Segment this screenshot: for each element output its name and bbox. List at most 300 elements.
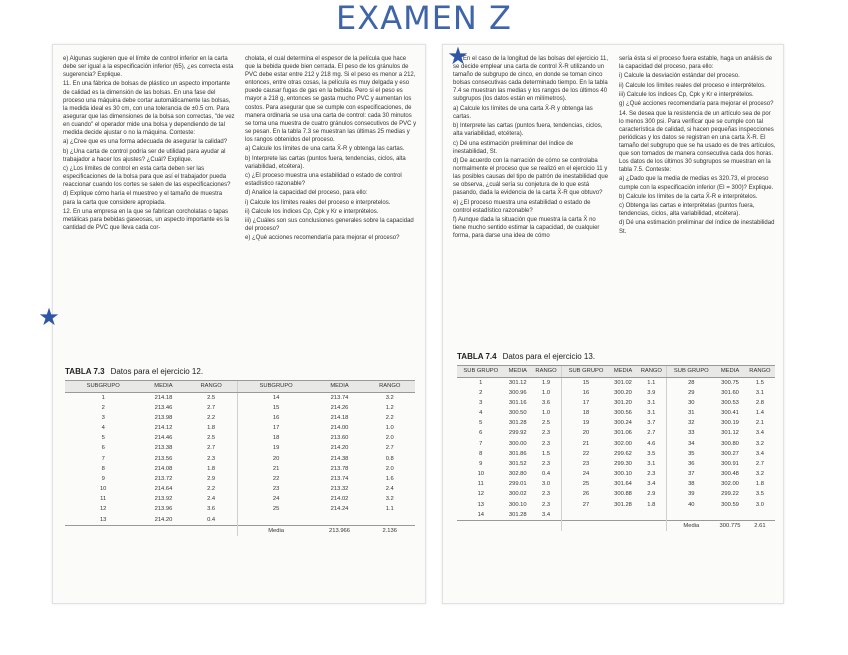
table-cell: 300.88	[614, 491, 632, 498]
star-icon: ★	[447, 43, 469, 70]
table-cell: 2.5	[541, 420, 551, 427]
table-cell: 213.74	[330, 394, 349, 401]
table-cell: 34	[667, 438, 715, 448]
table-cell: 302.00	[721, 481, 739, 488]
table-row	[457, 449, 775, 459]
table-cell: 213.96	[154, 506, 173, 513]
table-cell: 300.53	[721, 399, 739, 406]
table-cell: 5	[479, 420, 483, 427]
paragraph: c) Obtenga las cartas e interprételas (puntos fuera, tendencias, ciclos, alta variabilidad, etcétera).	[619, 203, 755, 218]
table-cell: 301.28	[508, 420, 527, 427]
table-cell: 1.1	[385, 506, 394, 513]
table-cell: 24	[562, 469, 610, 479]
left-page-column-1	[63, 55, 235, 233]
paragraph: b) ¿Una carta de control podría ser de utilidad para ayudar al trabajador a hacer los ajustes? ¿Cuál? Explique.	[63, 148, 226, 163]
table-cell: 1.8	[207, 465, 216, 472]
table-cell: 8	[101, 465, 105, 472]
table-cell: 301.86	[508, 450, 527, 457]
table-cell: 20	[562, 428, 610, 438]
table-cell: 24	[237, 494, 314, 504]
table-cell: 1.6	[385, 475, 394, 482]
paragraph: ii) Calcule los índices Cp, Cpk y Kr e interprételos.	[245, 208, 379, 215]
table-cell: 3.1	[755, 389, 764, 396]
table-cell: 2.7	[207, 404, 216, 411]
right-page-column-2	[619, 55, 777, 237]
table-caption-text: Datos para el ejercicio 12.	[110, 367, 204, 376]
table-row	[65, 494, 415, 504]
table-cell: 2.9	[207, 475, 216, 482]
paragraph: iii) Calcule los índices Cp, Cpk y Kr e interprételos.	[619, 91, 754, 98]
table-cell: 300.19	[721, 420, 739, 427]
table-header-cell: MEDIA	[715, 366, 745, 378]
table-cell: 2.7	[385, 445, 394, 452]
table-row	[457, 428, 775, 438]
table-header-cell: RANGO	[636, 366, 667, 378]
table-row	[65, 515, 415, 526]
table-row	[65, 403, 415, 413]
table-cell: 3.6	[207, 506, 216, 513]
table-row	[65, 453, 415, 463]
table-cell: 301.20	[614, 399, 632, 406]
table-cell: 1.5	[541, 450, 551, 457]
table-cell: 300.75	[721, 379, 739, 386]
table-cell: 21	[237, 464, 314, 474]
paragraph: ii) Calcule los límites reales del proceso e interprételos.	[619, 82, 766, 89]
table-cell: 213.966	[315, 525, 365, 536]
paragraph: sería ésta si el proceso fuera estable, haga un análisis de la capacidad del proceso, para ello:	[619, 56, 773, 71]
table-cell: 301.64	[614, 481, 632, 488]
table-cell: 1.0	[385, 424, 394, 431]
table-cell	[610, 510, 636, 521]
table-row	[457, 489, 775, 499]
right-page-column-1	[453, 55, 609, 241]
table-cell: 214.18	[330, 414, 349, 421]
table-cell: 1.2	[385, 404, 394, 411]
table-cell: 36	[667, 459, 715, 469]
table-cell: 2	[479, 389, 483, 396]
table-cell	[636, 520, 667, 531]
table-cell: 213.38	[154, 445, 173, 452]
table-cell: 214.38	[330, 455, 349, 462]
table-cell: 301.60	[721, 389, 739, 396]
table-header-cell: SUB GRUPO	[667, 366, 715, 378]
table-row	[457, 510, 775, 521]
table-cell: 2	[101, 404, 105, 411]
table-row	[65, 392, 415, 403]
table-cell: 3.2	[385, 496, 394, 503]
table-cell: 301.16	[508, 399, 527, 406]
paragraph: a) ¿Dado que la media de medias es 320.73, el proceso cumple con la especificación inferior (EI = 300)? Explique.	[619, 176, 774, 191]
table-cell: 22	[237, 474, 314, 484]
table-cell: 3.5	[647, 450, 656, 457]
table-cell: 300.50	[508, 409, 527, 416]
table-7-4-caption	[457, 352, 595, 361]
page-title: EXAMEN Z	[336, 0, 512, 37]
table-cell	[65, 525, 141, 536]
paragraph: b) Calcule los límites de la carta X̄-R e interprételos.	[619, 193, 758, 200]
table-cell: 5	[101, 435, 105, 442]
table-cell: 29	[667, 388, 715, 398]
table-cell: 3.6	[541, 399, 551, 406]
table-cell: 301.06	[614, 430, 632, 437]
table-cell	[186, 525, 238, 536]
table-cell: 1.8	[647, 501, 656, 508]
table-row	[65, 433, 415, 443]
table-cell	[457, 520, 505, 531]
paragraph: c) Dé una estimación preliminar del índice de inestabilidad, St.	[453, 140, 574, 155]
table-cell: 213.74	[330, 475, 349, 482]
table-cell	[636, 510, 667, 521]
table-row	[65, 443, 415, 453]
table-cell: 213.56	[154, 455, 173, 462]
left-page	[52, 44, 426, 604]
table-cell: 2.2	[207, 486, 216, 493]
table-cell: 300.27	[721, 450, 739, 457]
table-cell: 214.08	[154, 465, 173, 472]
table-cell	[364, 515, 415, 526]
table-cell: 3	[101, 414, 105, 421]
table-cell: 1.1	[647, 379, 656, 386]
table-cell: 40	[667, 500, 715, 510]
table-cell	[667, 510, 715, 521]
table-cell: 19	[237, 443, 314, 453]
table-cell: 1.0	[541, 389, 551, 396]
table-header-cell: RANGO	[186, 381, 238, 393]
table-header-cell: SUB GRUPO	[457, 366, 505, 378]
paragraph: c) ¿El proceso muestra una estabilidad o estado de control estadístico razonable?	[245, 172, 402, 187]
table-cell: 3.2	[755, 440, 764, 447]
table-cell: 4	[479, 409, 483, 416]
table-cell: Media	[237, 525, 314, 536]
paragraph: d) Dé una estimación preliminar del índice de inestabilidad St.	[619, 220, 775, 235]
paragraph: i) Calcule los límites reales del proceso e interpretelos.	[245, 199, 391, 206]
table-cell: 2.5	[207, 394, 216, 401]
table-cell: 300.24	[614, 420, 632, 427]
table-cell	[505, 520, 531, 531]
table-cell: 23	[562, 459, 610, 469]
table-row	[65, 423, 415, 433]
table-cell: 300.80	[721, 440, 739, 447]
table-cell: 15	[562, 377, 610, 388]
table-cell: 300.10	[614, 471, 632, 478]
table-cell	[562, 510, 610, 521]
table-cell: 1.0	[541, 409, 551, 416]
table-cell: 2.0	[385, 465, 394, 472]
table-cell: 11	[477, 481, 484, 488]
table-cell: 2.5	[207, 435, 216, 442]
table-cell: 9	[479, 460, 483, 467]
table-cell: 32	[667, 418, 715, 428]
table-cell: 300.775	[715, 520, 745, 531]
table-cell: 2.2	[207, 414, 216, 421]
table-cell: 2.8	[755, 399, 764, 406]
table-cell: 300.41	[721, 409, 739, 416]
table-cell: 0.4	[541, 471, 551, 478]
table-row	[457, 398, 775, 408]
table-cell: 2.4	[385, 486, 394, 493]
table-caption-text: Datos para el ejercicio 13.	[502, 352, 596, 361]
paragraph: cholata, el cual determina el espesor de la película que hace que la bebida quede bien cerrada. El peso de los gránulos de PVC debe estar entre 212 y 218 mg. Si el peso es menor a 212, entonces, entre otras cosas, la película es muy delgada y eso puede causar fugas de gas en la bebida. Pero si el peso es mayor a 218 g, entonces se gasta mucho PVC y aumentan los costos. Para asegurar que se cumple con especificaciones, de manera ordinaria se usa una carta de control: cada 30 minutos se toma una muestra de cuatro gránulos consecutivos de PVC y se pesan. En la tabla 7.3 se muestran las últimas 25 medias y los rangos obtenidos del proceso.	[245, 56, 417, 143]
table-cell: 37	[667, 469, 715, 479]
table-cell: 28	[667, 377, 715, 388]
table-cell	[715, 510, 745, 521]
table-cell: 302.00	[614, 440, 632, 447]
table-cell: 3.4	[755, 430, 764, 437]
table-cell: 2.1	[755, 420, 764, 427]
table-cell: 299.01	[508, 481, 527, 488]
table-header-cell: RANGO	[745, 366, 775, 378]
table-7-4	[457, 365, 775, 531]
table-cell: 3.9	[647, 389, 656, 396]
table-cell: 10	[99, 486, 107, 493]
table-cell: 2.7	[647, 430, 656, 437]
table-cell: 14	[237, 392, 314, 403]
paragraph: a) Calcule los límites de una carta X̄-R y obtenga las cartas.	[245, 146, 405, 153]
table-cell: 8	[479, 450, 483, 457]
table-cell: 300.59	[721, 501, 739, 508]
table-cell: 301.12	[508, 379, 527, 386]
table-cell: 15	[237, 403, 314, 413]
table-cell	[315, 515, 365, 526]
table-row	[457, 479, 775, 489]
table-cell: 1.9	[541, 379, 551, 386]
table-cell: 300.20	[614, 389, 632, 396]
table-cell: 3	[479, 399, 483, 406]
table-cell: 13	[477, 501, 485, 508]
table-cell: 300.10	[508, 501, 527, 508]
table-header-cell: MEDIA	[610, 366, 636, 378]
table-cell: 2.3	[541, 460, 551, 467]
table-footer-row	[457, 520, 775, 531]
paragraph: e) Algunas sugieren que el límite de control inferior en la carta debe ser igual a la especificación inferior (65), ¿es correcta esta sugerencia? Explique.	[63, 56, 234, 79]
table-cell: 213.46	[154, 404, 173, 411]
table-cell: 300.48	[721, 471, 739, 478]
table-label: TABLA 7.3	[65, 367, 105, 376]
paragraph: b) Interprete las cartas (puntos fuera, tendencias, ciclos, alta variabilidad, etcétera).	[453, 123, 603, 138]
table-7-3	[65, 380, 415, 536]
table-cell: 7	[101, 455, 105, 462]
table-cell: 2.9	[647, 491, 656, 498]
table-cell	[745, 510, 775, 521]
table-cell: 14	[477, 511, 485, 518]
table-cell: 3.5	[755, 491, 764, 498]
table-cell: 302.80	[508, 471, 527, 478]
table-cell: 11	[100, 496, 107, 503]
table-cell: 26	[562, 489, 610, 499]
table-cell	[531, 520, 562, 531]
paragraph: c) ¿Los límites de control en esta carta deben ser las especificaciones de la bolsa para que así el trabajador pueda reaccionar cuando los cortes se salen de las especificaciones?	[63, 165, 231, 189]
paragraph: d) Analice la capacidad del proceso, para ello:	[245, 190, 368, 197]
table-cell: 301.28	[614, 501, 632, 508]
table-cell: 35	[667, 449, 715, 459]
table-cell: 214.24	[330, 506, 349, 513]
table-cell: 299.62	[614, 450, 632, 457]
table-cell: 3.0	[541, 481, 551, 488]
table-cell: 25	[562, 479, 610, 489]
table-cell: 21	[562, 438, 610, 448]
table-cell: 3.2	[385, 394, 394, 401]
table-cell: 214.20	[154, 516, 173, 523]
table-cell: 7	[479, 440, 483, 447]
table-cell: 214.12	[154, 424, 173, 431]
table-cell	[610, 520, 636, 531]
table-cell: 214.20	[330, 445, 349, 452]
table-cell: 38	[667, 479, 715, 489]
table-cell: 19	[562, 418, 610, 428]
table-cell: 1.8	[207, 424, 216, 431]
table-row	[457, 418, 775, 428]
table-cell: 18	[562, 408, 610, 418]
table-cell: 3.0	[755, 501, 764, 508]
table-cell: 2.61	[745, 520, 775, 531]
table-header-cell: SUBGRUPO	[237, 381, 314, 393]
table-cell: 12	[99, 506, 107, 513]
table-cell: 2.3	[541, 430, 551, 437]
table-cell: 31	[667, 408, 715, 418]
table-cell: 301.52	[508, 460, 527, 467]
table-row	[457, 377, 775, 388]
paragraph: d) De acuerdo con la narración de cómo se controlaba normalmente el proceso que se realizó en el ejercicio 11 y las posibles causas del tipo de patrón de inestabilidad que se observa, ¿cuál sería su conjetura de lo que está pasando, dada la evidencia de la carta X̄-R que obtuvo?	[453, 157, 609, 197]
table-cell: 2.3	[541, 491, 551, 498]
table-cell: 214.02	[330, 496, 349, 503]
table-cell: 3.2	[755, 471, 764, 478]
table-cell: 0.4	[207, 516, 216, 523]
table-cell	[237, 515, 314, 526]
table-cell: 213.72	[154, 475, 173, 482]
table-row	[457, 388, 775, 398]
table-cell: 10	[477, 471, 485, 478]
table-cell: 299.92	[508, 430, 527, 437]
paragraph: b) Interprete las cartas (puntos fuera, tendencias, ciclos, alta variabilidad, etcétera).	[245, 155, 406, 170]
table-cell: 300.00	[508, 440, 527, 447]
paragraph: a) ¿Cree que es una forma adecuada de asegurar la calidad?	[63, 139, 228, 146]
table-row	[457, 438, 775, 448]
table-cell: 3.4	[647, 481, 656, 488]
table-cell: 4.6	[647, 440, 656, 447]
table-cell: 300.02	[508, 491, 527, 498]
table-cell: 0.8	[385, 455, 394, 462]
table-header-cell: RANGO	[531, 366, 562, 378]
table-cell: 2.3	[207, 455, 216, 462]
table-cell: 2.3	[541, 501, 551, 508]
table-cell: 213.92	[154, 496, 173, 503]
table-cell: 214.46	[154, 435, 173, 442]
table-cell: 3.1	[647, 409, 656, 416]
paragraph: 14. Se desea que la resistencia de un artículo sea de por lo menos 300 psi. Para verificar que se cumple con tal característica de calidad, si hacen pequeñas inspecciones periódicas y los datos se registran en una carta X̄-R. El tamaño del subgrupo que se ha usado es de tres artículos, que son tomados de manera consecutiva cada dos horas. Los datos de los últimos 30 subgrupos se muestran en la tabla 7.5. Conteste:	[619, 110, 776, 174]
table-cell: 2.7	[755, 460, 764, 467]
paragraph: a) Calcule los límites de una carta X̄-R y obtenga las cartas.	[453, 105, 593, 120]
table-cell: 213.32	[330, 486, 349, 493]
table-cell: 17	[237, 423, 314, 433]
table-cell: 33	[667, 428, 715, 438]
table-cell: 299.30	[614, 460, 632, 467]
table-header-cell: MEDIA	[315, 381, 365, 393]
table-cell: 18	[237, 433, 314, 443]
table-cell: 39	[667, 489, 715, 499]
table-row	[65, 464, 415, 474]
table-cell: 30	[667, 398, 715, 408]
star-icon: ★	[38, 304, 60, 331]
table-cell: 301.12	[721, 430, 739, 437]
table-cell: 213.98	[154, 414, 173, 421]
paragraph: 13. En el caso de la longitud de las bolsas del ejercicio 11, se decide emplear una carta de control X̄-R utilizando un tamaño de subgrupo de cinco, en donde se toman cinco bolsas consecutivas cada determinado tiempo. En la tabla 7.4 se muestran las medias y los rangos de los últimos 40 subgrupos (los datos están en milímetros).	[453, 56, 608, 103]
table-cell: 299.22	[721, 491, 739, 498]
left-page-column-2	[245, 55, 417, 244]
table-cell: 6	[101, 445, 105, 452]
table-cell: 300.56	[614, 409, 632, 416]
table-cell: 214.64	[154, 486, 173, 493]
table-row	[65, 474, 415, 484]
table-header-cell: MEDIA	[505, 366, 531, 378]
table-cell: 214.18	[154, 394, 173, 401]
table-cell: 6	[479, 430, 483, 437]
table-row	[457, 500, 775, 510]
paragraph: 11. En una fábrica de bolsas de plástico un aspecto importante de calidad es la dimensión de las bolsas. En una fase del proceso una máquina debe cortar automáticamente las bolsas, la medida ideal es 30 cm, con una tolerancia de ±0.5 cm. Para asegurar que las dimensiones de la bolsa son correctas, "de vez en cuando" el operador mide una bolsa y dependiendo de tal medida decide ajustar o no la máquina. Conteste:	[63, 81, 235, 137]
table-label: TABLA 7.4	[457, 352, 497, 361]
table-cell: 4	[101, 424, 105, 431]
table-cell: 27	[562, 500, 610, 510]
table-cell: 13	[99, 516, 107, 523]
paragraph: i) Calcule la desviación estándar del proceso.	[619, 73, 740, 80]
table-cell: 3.4	[755, 450, 764, 457]
table-cell: 1	[101, 394, 105, 401]
table-cell: 23	[237, 484, 314, 494]
paragraph: e) ¿Qué acciones recomendaría para mejorar el proceso?	[245, 235, 400, 242]
table-cell: 2.4	[207, 496, 216, 503]
table-row	[65, 504, 415, 514]
table-header-cell: SUB GRUPO	[562, 366, 610, 378]
table-cell: 3.4	[541, 511, 551, 518]
table-row	[65, 413, 415, 423]
table-cell: 3.7	[647, 420, 656, 427]
table-cell: 214.00	[330, 424, 349, 431]
table-cell	[141, 525, 185, 536]
table-row	[65, 484, 415, 494]
table-row	[457, 469, 775, 479]
table-cell: 214.26	[330, 404, 349, 411]
table-cell: 2.7	[207, 445, 216, 452]
table-cell: 9	[101, 475, 105, 482]
table-cell: 301.02	[614, 379, 632, 386]
paragraph: iii) ¿Cuáles son sus conclusiones generales sobre la capacidad del proceso?	[245, 218, 414, 233]
right-page	[442, 44, 784, 604]
table-cell: 1	[479, 379, 483, 386]
table-footer-row	[65, 525, 415, 536]
table-7-3-caption	[65, 367, 203, 376]
table-cell: 25	[237, 504, 314, 514]
table-cell: 2.3	[647, 471, 656, 478]
paragraph: d) Explique cómo haría el muestreo y el tamaño de muestra para la carta que considere apropiada.	[63, 191, 223, 206]
table-cell: 2.3	[541, 440, 551, 447]
paragraph: f) Aunque dada la situación que muestra la carta X̄ no tiene mucho sentido estimar la capacidad, de cualquier forma, para darse una idea de cómo	[453, 216, 600, 240]
table-cell: 301.28	[508, 511, 527, 518]
table-cell: 2.2	[385, 414, 394, 421]
table-row	[457, 408, 775, 418]
table-cell: 1.4	[755, 409, 764, 416]
table-cell: 2.136	[364, 525, 415, 536]
table-cell: 300.96	[508, 389, 527, 396]
table-cell: Media	[667, 520, 715, 531]
table-cell: 1.8	[755, 481, 764, 488]
table-cell: 16	[562, 388, 610, 398]
table-cell: 1.5	[755, 379, 764, 386]
table-cell: 16	[237, 413, 314, 423]
table-cell: 300.91	[721, 460, 739, 467]
table-cell: 3.1	[647, 399, 656, 406]
table-cell: 213.78	[330, 465, 349, 472]
table-header-cell: MEDIA	[141, 381, 185, 393]
table-cell: 22	[562, 449, 610, 459]
